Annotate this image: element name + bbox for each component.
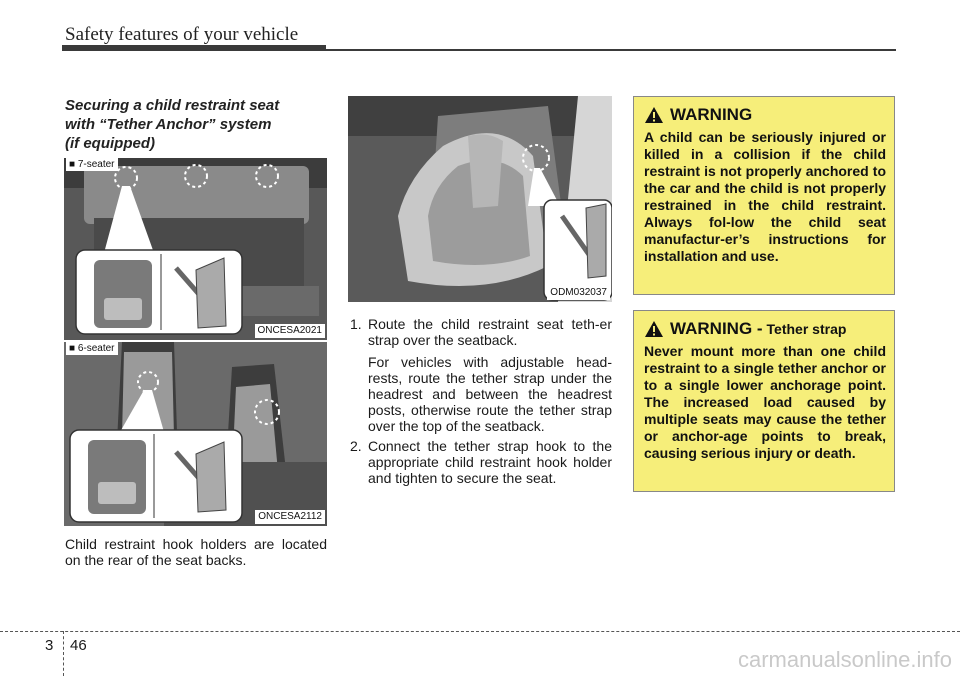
figure-child-seat-illustration	[348, 96, 612, 302]
figure-label-six-seater: ■ 6-seater	[66, 342, 118, 355]
footer-divider	[63, 631, 64, 676]
figure-seven-seater-illustration	[64, 158, 327, 340]
figure-child-seat	[348, 96, 612, 302]
header-title: Safety features of your vehicle	[65, 24, 299, 45]
page-number: 46	[70, 637, 87, 654]
section-title: Securing a child restraint seat with “Tether Anchor” system (if equipped)	[65, 97, 280, 152]
step-note: For vehicles with adjustable head-rests, route the tether strap under the headrest and between the headrest posts, otherwise route the tether strap over the top of the seatback.	[368, 354, 612, 434]
step-number: 1.	[350, 316, 362, 332]
warning-title: WARNING	[670, 105, 753, 124]
watermark: carmanualsonline.info	[737, 647, 952, 672]
warning-header	[644, 105, 886, 125]
figure-caption: Child restraint hook holders are located on the rear of the seat backs.	[65, 536, 327, 568]
warning-box-tether	[633, 310, 895, 492]
warning-triangle-icon	[644, 106, 664, 124]
step-item	[350, 316, 612, 348]
step-item	[350, 438, 612, 486]
warning-body: A child can be seriously injured or killed in a collision if the child restraint is not properly anchored to the car and the child is not properly restrained in the child restraint. Always fol-low the child seat manufactur-er’s instructions for installation and use.	[644, 129, 886, 264]
header-bar	[62, 45, 326, 51]
instruction-steps	[350, 316, 612, 486]
figure-code-child-seat: ODM032037	[547, 286, 610, 300]
figure-code-seven-seater: ONCESA2021	[255, 324, 325, 338]
step-number: 2.	[350, 438, 362, 454]
figure-six-seater-illustration	[64, 342, 327, 526]
step-text: Route the child restraint seat teth-er strap over the seatback.	[368, 316, 612, 348]
footer-rule	[0, 631, 960, 633]
warning-header	[644, 319, 886, 339]
figure-seven-seater	[64, 158, 327, 340]
header-rule	[326, 49, 896, 51]
warning-box	[633, 96, 895, 295]
warning-title: WARNING -	[670, 319, 763, 338]
warning-body: Never mount more than one child restraint to a single tether anchor or to a single lower anchorage point. The increased load caused by multiple seats may cause the tether or anchor-age points to break, causing serious injury or death.	[644, 343, 886, 461]
step-text: Connect the tether strap hook to the appropriate child restraint hook holder and tighten to secure the seat.	[368, 438, 612, 486]
page-chapter: 3	[45, 637, 54, 654]
figure-code-six-seater: ONCESA2112	[255, 510, 325, 524]
warning-triangle-icon	[644, 320, 664, 338]
warning-subtitle: Tether strap	[766, 321, 847, 337]
figure-label-seven-seater: ■ 7-seater	[66, 158, 118, 171]
figure-six-seater	[64, 342, 327, 526]
